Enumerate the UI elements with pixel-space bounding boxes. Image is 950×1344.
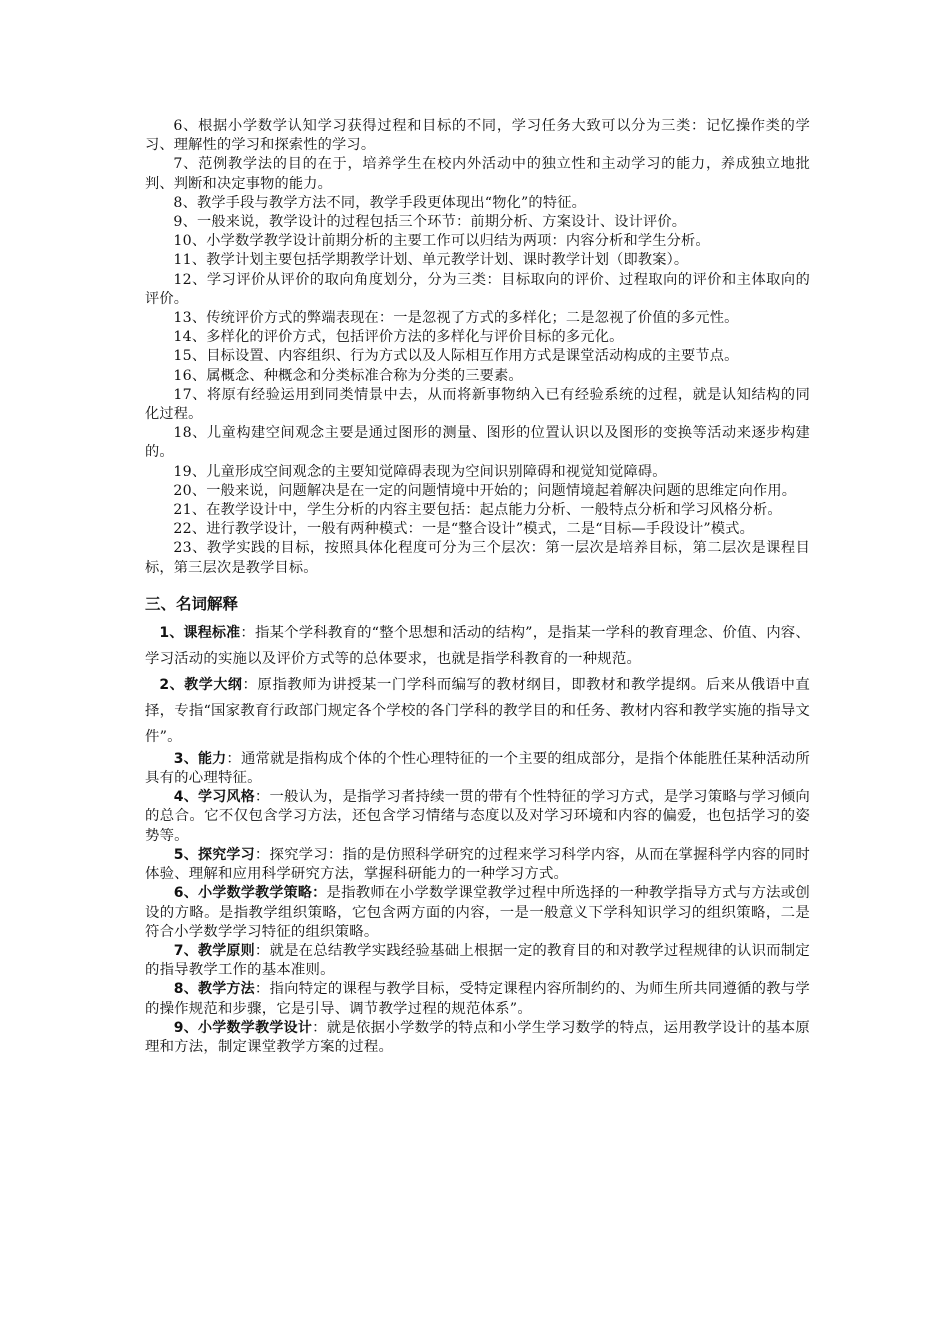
statement-12: 12、学习评价从评价的取向角度划分，分为三类：目标取向的评价、过程取向的评价和主体取向的评价。 xyxy=(145,271,810,307)
statement-10: 10、小学数学教学设计前期分析的主要工作可以归结为两项：内容分析和学生分析。 xyxy=(173,233,710,250)
definition-text: 探究学习：指的是仿照科学研究的过程来学习科学内容，从而在掌握科学内容的同时体验、理解和应用科学研究方法，掌握科研能力的一种学习方式。 xyxy=(145,846,810,883)
definition-separator: ： xyxy=(240,624,255,641)
definition-separator: ： xyxy=(254,942,270,959)
definition-separator: ： xyxy=(254,789,270,806)
statement-6: 6、根据小学数学认知学习获得过程和目标的不同，学习任务大致可以分为三类：记忆操作类的学习、理解性的学习和探索性的学习。 xyxy=(145,118,810,154)
document-page xyxy=(145,117,810,1057)
definition-learning-style xyxy=(145,788,810,846)
definition-term: 9、小学数学教学设计 xyxy=(173,1019,313,1036)
definition-text: 就是在总结教学实践经验基础上根据一定的教育目的和对教学过程规律的认识而制定的指导教学工作的基本准则。 xyxy=(145,942,810,979)
statement-23: 23、教学实践的目标，按照具体化程度可分为三个层次：第一层次是培养目标，第二层次是课程目标，第三层次是教学目标。 xyxy=(145,540,810,576)
definition-term: 8、教学方法 xyxy=(173,981,255,998)
definition-term: 4、学习风格 xyxy=(173,789,255,806)
definition-term: 2、教学大纲 xyxy=(159,676,243,693)
statement-8: 8、教学手段与教学方法不同，教学手段更体现出“物化”的特征。 xyxy=(173,194,586,211)
definition-term: 7、教学原则 xyxy=(173,942,255,959)
definition-teaching-method xyxy=(145,980,810,1018)
statement-7: 7、范例教学法的目的在于，培养学生在校内外活动中的独立性和主动学习的能力，养成独立地批判、判断和决定事物的能力。 xyxy=(145,156,810,192)
statement-16: 16、属概念、种概念和分类标准合称为分类的三要素。 xyxy=(173,367,523,384)
definition-teaching-principle xyxy=(145,942,810,980)
definition-text: 原指教师为讲授某一门学科而编写的教材纲目，即教材和教学提纲。后来从俄语中直择，专指“国家教育行政部门规定各个学校的各门学科的教学目的和任务、教材内容和教学实施的指导文件”。 xyxy=(145,676,810,745)
definition-term: 3、能力 xyxy=(173,750,227,767)
definition-text: 是指教师在小学数学课堂教学过程中所选择的一种教学指导方式与方法或创设的方略。是指教学组织策略，它包含两方面的内容，一是一般意义下学科知识学习的组织策略，二是符合小学数学学习特征的组织策略。 xyxy=(145,885,810,940)
section-heading: 三、名词解释 xyxy=(145,594,239,613)
definition-list xyxy=(145,620,810,1057)
statement-18: 18、儿童构建空间观念主要是通过图形的测量、图形的位置认识以及图形的变换等活动来逐步构建的。 xyxy=(145,425,810,461)
definition-term: 6、小学数学教学策略： xyxy=(173,885,327,902)
definition-text: 一般认为，是指学习者持续一贯的带有个性特征的学习方式，是学习策略与学习倾向的总合。它不仅包含学习方法，还包含学习情绪与态度以及对学习环境和内容的偏爱，也包括学习的姿势等。 xyxy=(145,789,810,844)
statement-15: 15、目标设置、内容组织、行为方式以及人际相互作用方式是课堂活动构成的主要节点。 xyxy=(173,348,739,365)
definition-separator: ： xyxy=(254,846,270,863)
statement-17: 17、将原有经验运用到同类情景中去，从而将新事物纳入已有经验系统的过程，就是认知结构的同化过程。 xyxy=(145,386,810,423)
statement-21: 21、在教学设计中，学生分析的内容主要包括：起点能力分析、一般特点分析和学习风格分析。 xyxy=(173,502,782,519)
definition-text: 通常就是指构成个体的个性心理特征的一个主要的组成部分，是指个体能胜任某种活动所具有的心理特征。 xyxy=(145,750,810,787)
statement-14: 14、多样化的评价方式，包括评价方法的多样化与评价目标的多元化。 xyxy=(173,329,624,346)
definition-curriculum-standard xyxy=(145,620,810,672)
definition-teaching-design xyxy=(145,1019,810,1057)
definition-text: 就是依据小学数学的特点和小学生学习数学的特点，运用教学设计的基本原理和方法，制定课堂教学方案的过程。 xyxy=(145,1019,810,1055)
definition-term: 1、课程标准 xyxy=(159,624,241,641)
statement-22: 22、进行教学设计，一般有两种模式：一是“整合设计”模式，二是“目标—手段设计”模式。 xyxy=(173,521,754,538)
statement-9: 9、一般来说，教学设计的过程包括三个环节：前期分析、方案设计、设计评价。 xyxy=(173,214,687,231)
definition-ability xyxy=(145,750,810,788)
definition-teaching-strategy xyxy=(145,884,810,942)
definition-separator: ： xyxy=(312,1019,327,1036)
statement-list xyxy=(145,117,810,578)
definition-text: 指某个学科教育的“整个思想和活动的结构”，是指某一学科的教育理念、价值、内容、学习活动的实施以及评价方式等的总体要求，也就是指学科教育的一种规范。 xyxy=(145,624,810,667)
statement-20: 20、一般来说，问题解决是在一定的问题情境中开始的；问题情境起着解决问题的思维定向作用。 xyxy=(173,482,797,499)
statement-19: 19、儿童形成空间观念的主要知觉障碍表现为空间识别障碍和视觉知觉障碍。 xyxy=(173,463,667,480)
definition-inquiry-learning xyxy=(145,846,810,884)
definition-text: 指向特定的课程与教学目标，受特定课程内容所制约的、为师生所共同遵循的教与学的操作规范和步骤，它是引导、调节教学过程的规范体系”。 xyxy=(145,981,810,1017)
definition-separator: ： xyxy=(254,981,270,998)
definition-separator: ： xyxy=(242,676,258,693)
definition-separator: ： xyxy=(226,750,241,767)
definition-term: 5、探究学习 xyxy=(173,846,255,863)
definition-syllabus xyxy=(145,672,810,750)
statement-13: 13、传统评价方式的弊端表现在：一是忽视了方式的多样化；二是忽视了价值的多元性。 xyxy=(173,310,739,327)
statement-11: 11、教学计划主要包括学期教学计划、单元教学计划、课时教学计划（即教案）。 xyxy=(173,252,689,269)
